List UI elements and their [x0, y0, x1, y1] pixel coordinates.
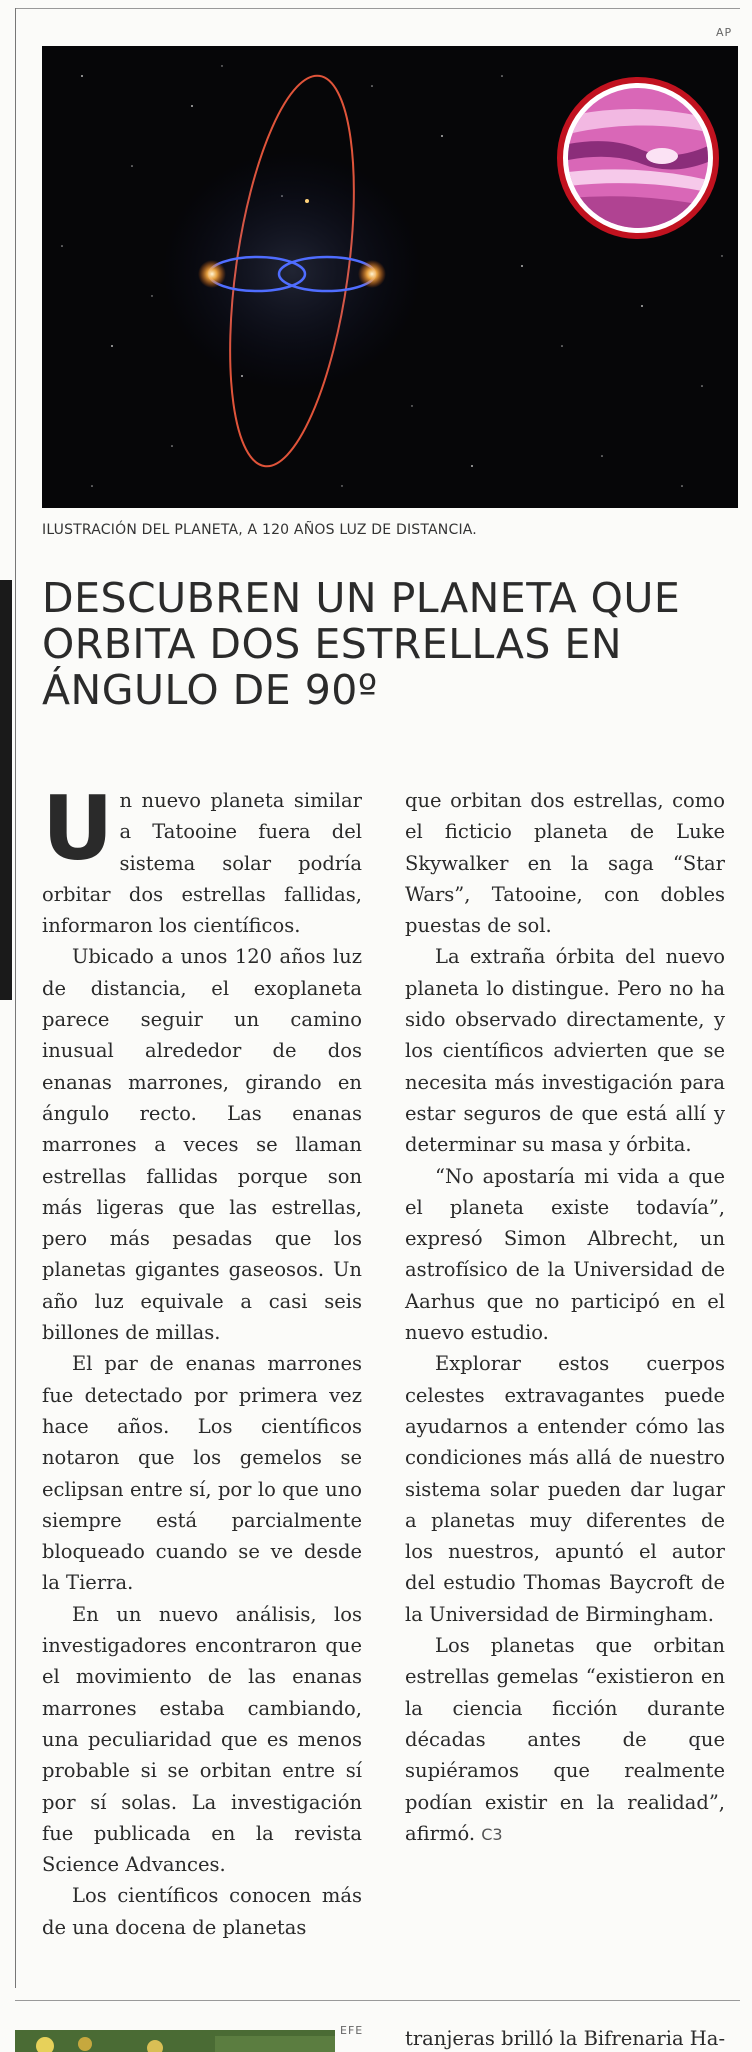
- next-photo-svg: [15, 2030, 335, 2052]
- next-article-photo: [15, 2030, 335, 2052]
- lead-paragraph: [42, 777, 362, 941]
- article-column-right: [405, 785, 725, 1850]
- article-headline: DESCUBREN UN PLANETA QUE ORBITA DOS ESTRELLAS EN ÁNGULO DE 90º: [42, 574, 681, 714]
- adjacent-article-image-edge: [0, 580, 12, 1000]
- closing-text: Los planetas que orbitan estrellas gemelas “existieron en la ciencia ficción durante décadas antes de que supiéramos que realmente podían existir en la realidad”, afirmó.: [405, 1634, 725, 1845]
- planet-inset: [568, 88, 708, 228]
- top-rule: [15, 8, 740, 9]
- section-divider: [15, 2000, 740, 2001]
- closing-paragraph: [405, 1630, 725, 1850]
- next-article-text: tranjeras brilló la Bifrenaria Ha-: [405, 2027, 726, 2050]
- drop-cap: U: [42, 777, 114, 880]
- article-paragraph: En un nuevo análisis, los investigadores encontraron que el movimiento de las enanas marrones estaba cambiando, una peculiaridad que es menos probable si se orbitan entre sí por sí solas. La investigación fue publicada en la revista Science Advances.: [42, 1602, 362, 1877]
- end-mark: C3: [481, 1824, 503, 1844]
- planet-illustration: [42, 46, 738, 508]
- photo-caption: ILUSTRACIÓN DEL PLANETA, A 120 AÑOS LUZ DE DISTANCIA.: [42, 522, 477, 538]
- article-column-left: [42, 777, 362, 1943]
- article-paragraph: Ubicado a unos 120 años luz de distancia, el exoplaneta parece seguir un camino inusual alrededor de dos enanas marrones, girando en ángulo recto. Las enanas marrones a veces se llaman estrellas fallidas porque son más ligeras que las estrellas, pero más pesadas que los planetas gigantes gaseosos. Un año luz equivale a casi seis billones de millas.: [42, 945, 362, 1345]
- photo-credit: AP: [716, 26, 733, 39]
- planet-dot: [305, 199, 309, 203]
- article-paragraph: Los científicos conocen más de una docena de planetas: [42, 1884, 362, 1939]
- column-rule: [15, 8, 16, 1988]
- brown-dwarf-left: [198, 260, 226, 288]
- article-paragraph: “No apostaría mi vida a que el planeta existe todavía”, expresó Simon Albrecht, un astrofísico de la Universidad de Aarhus que no participó en el nuevo estudio.: [405, 1164, 725, 1345]
- lead-text: n nuevo planeta similar a Tatooine fuera del sistema solar podría orbitar dos estrellas fallidas, informaron los científicos.: [42, 789, 362, 938]
- space-illustration-svg: [42, 46, 738, 508]
- brown-dwarf-right: [358, 260, 386, 288]
- article-paragraph: El par de enanas marrones fue detectado por primera vez hace años. Los científicos notaron que los gemelos se eclipsan entre sí, por lo que uno siempre está parcialmente bloqueado cuando se ve desde la Tierra.: [42, 1352, 362, 1595]
- article-paragraph: La extraña órbita del nuevo planeta lo distingue. Pero no ha sido observado directamente, y los científicos advierten que se necesita más investigación para estar seguros de que está allí y determinar su masa y órbita.: [405, 945, 725, 1157]
- article-paragraph: que orbitan dos estrellas, como el ficticio planeta de Luke Skywalker en la saga “Star Wars”, Tatooine, con dobles puestas de sol.: [405, 789, 725, 938]
- next-photo-credit: EFE: [340, 2024, 364, 2037]
- article-paragraph: Explorar estos cuerpos celestes extravagantes puede ayudarnos a entender cómo las condiciones más allá de nuestro sistema solar pueden dar lugar a planetas muy diferentes de los nuestros, apuntó el autor del estudio Thomas Baycroft de la Universidad de Birmingham.: [405, 1352, 725, 1626]
